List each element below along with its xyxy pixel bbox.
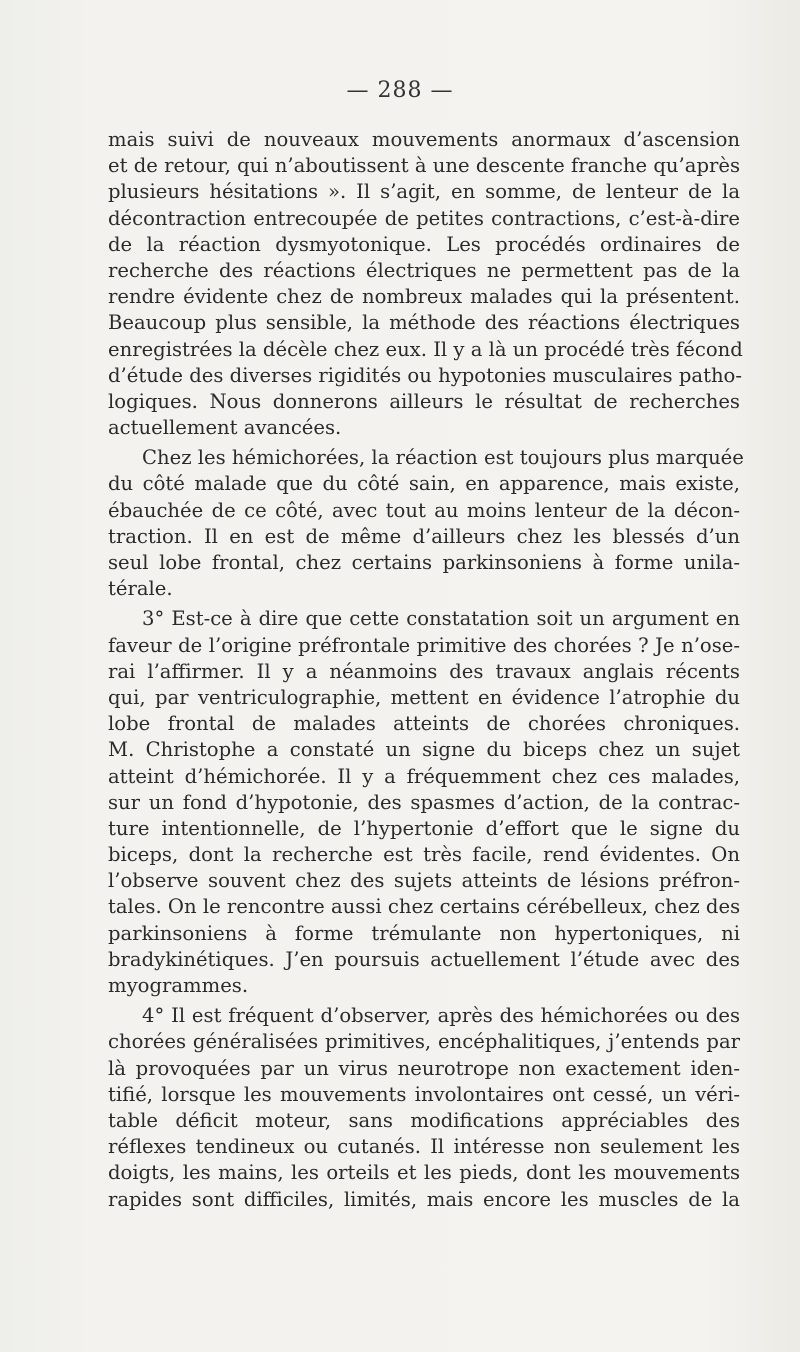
text-line: qui, par ventriculographie, mettent en évidence l’atrophie du (108, 685, 740, 709)
text-line: parkinsoniens à forme trémulante non hypertoniques, ni (108, 921, 740, 945)
text-line: là provoquées par un virus neurotrope non exactement iden- (108, 1056, 740, 1080)
text-line: 4° Il est fréquent d’observer, après des hémichorées ou des (142, 1004, 740, 1028)
paragraph (108, 1003, 740, 1213)
text-line: ture intentionnelle, de l’hypertonie d’effort que le signe du (108, 816, 740, 840)
text-line: mais suivi de nouveaux mouvements anormaux d’ascension (108, 128, 740, 151)
text-line: faveur de l’origine préfrontale primitive des chorées ? Je n’ose- (108, 633, 740, 657)
text-line: rai l’affirmer. Il y a néanmoins des travaux anglais récents (108, 659, 740, 683)
text-line: rendre évidente chez de nombreux malades qui la présentent. (108, 285, 740, 309)
text-line: rapides sont difficiles, limités, mais encore les muscles de la (108, 1187, 740, 1211)
text-line: enregistrées la décèle chez eux. Il y a là un procédé très fécond (108, 337, 743, 361)
text-line: térale. (108, 577, 173, 601)
text-line: Chez les hémichorées, la réaction est toujours plus marquée (142, 446, 744, 470)
text-line: décontraction entrecoupée de petites contractions, c’est-à-dire (108, 206, 740, 230)
text-line: d’étude des diverses rigidités ou hypotonies musculaires patho- (108, 363, 742, 387)
text-line: sur un fond d’hypotonie, des spasmes d’action, de la contrac- (108, 790, 740, 814)
text-line: tifié, lorsque les mouvements involontaires ont cessé, un véri- (108, 1082, 740, 1106)
text-line: M. Christophe a constaté un signe du biceps chez un sujet (108, 738, 740, 762)
text-line: Beaucoup plus sensible, la méthode des réactions électriques (108, 311, 740, 335)
text-line: réflexes tendineux ou cutanés. Il intéresse non seulement les (108, 1135, 740, 1159)
paragraph (108, 445, 744, 602)
text-line: seul lobe frontal, chez certains parkinsoniens à forme unila- (108, 551, 740, 574)
paragraph (108, 127, 743, 441)
body-text (108, 127, 744, 1213)
text-line: atteint d’hémichorée. Il y a fréquemment chez ces malades, (108, 764, 740, 788)
text-line: tales. On le rencontre aussi chez certains cérébelleux, chez des (108, 895, 741, 919)
text-line: chorées généralisées primitives, encéphalitiques, j’entends par (108, 1030, 740, 1054)
text-line: myogrammes. (108, 974, 249, 997)
text-line: biceps, dont la recherche est très facile, rend évidentes. On (108, 843, 740, 867)
text-line: lobe frontal de malades atteints de chorées chroniques. (108, 712, 740, 736)
text-line: table déficit moteur, sans modifications appréciables des (108, 1108, 740, 1132)
text-line: logiques. Nous donnerons ailleurs le résultat de recherches (108, 389, 740, 413)
paragraph (108, 606, 740, 999)
text-line: doigts, les mains, les orteils et les pieds, dont les mouvements (108, 1161, 740, 1185)
text-line: de la réaction dysmyotonique. Les procédés ordinaires de (108, 232, 740, 256)
text-line: ébauchée de ce côté, avec tout au moins lenteur de la décon- (108, 498, 740, 522)
text-line: du côté malade que du côté sain, en apparence, mais existe, (108, 472, 740, 496)
text-line: et de retour, qui n’aboutissent à une descente franche qu’après (108, 154, 740, 178)
page-number: — 288 — (346, 78, 454, 103)
text-line: 3° Est-ce à dire que cette constatation soit un argument en (142, 607, 740, 631)
text-line: traction. Il en est de même d’ailleurs chez les blessés d’un (108, 524, 740, 548)
text-line: actuellement avancées. (108, 416, 342, 440)
text-line: plusieurs hésitations ». Il s’agit, en somme, de lenteur de la (108, 180, 740, 204)
text-line: bradykinétiques. J’en poursuis actuellement l’étude avec des (108, 947, 740, 971)
text-line: l’observe souvent chez des sujets atteints de lésions préfron- (108, 869, 740, 893)
text-line: recherche des réactions électriques ne permettent pas de la (108, 258, 740, 282)
